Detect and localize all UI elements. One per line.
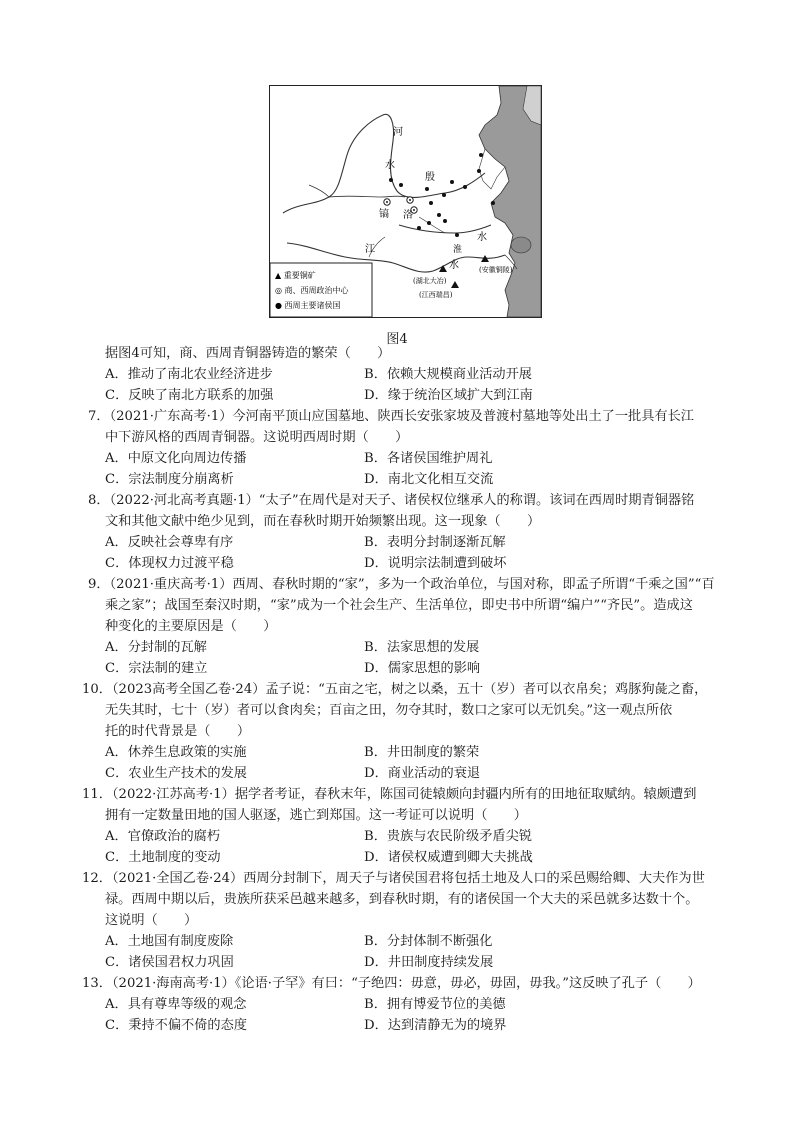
q7-option-c: C．宗法制度分崩离析 (105, 472, 234, 487)
q8-stem-line2: 文和其他文献中绝少见到，而在春秋时期开始频繁出现。这一现象（ ） (105, 514, 541, 529)
q9-stem-line3: 种变化的主要原因是（ ） (105, 619, 277, 634)
q8-option-b: B．表明分封制逐渐瓦解 (364, 535, 506, 550)
q12-stem-line3: 这说明（ ） (105, 913, 198, 928)
q9-option-a: A．分封制的瓦解 (105, 640, 207, 655)
q10-stem-line1: 10．（2023高考全国乙卷·24）孟子说：“五亩之宅，树之以桑，五十（岁）者可以衣帛矣；鸡豚狗彘之畜， (82, 682, 708, 697)
q7-stem-line2: 中下游风格的西周青铜器。这说明西周时期（ ） (105, 430, 409, 445)
label-shui2: 水 (477, 232, 487, 243)
q10-stem-line3: 托的时代背景是（ ） (105, 724, 251, 739)
q13-option-d: D．达到清静无为的境界 (364, 1018, 507, 1033)
q11-option-a: A．官僚政治的腐朽 (105, 829, 221, 844)
q7-option-a: A．中原文化向周边传播 (105, 451, 247, 466)
q8-stem-line1: 8．（2022·河北高考真题·1）“太子”在周代是对天子、诸侯权位继承人的称谓。该词在西周时期青铜器铭 (88, 493, 695, 508)
q13-stem-line1: 13．（2021·海南高考·1）《论语·子罕》有曰：“子绝四：毋意，毋必，毋固，毋我。”这反映了孔子（ ） (82, 976, 701, 991)
q12-stem-line1: 12．（2021·全国乙卷·24）西周分封制下，周天子与诸侯国君将包括土地及人口的采邑赐给卿、大夫作为世 (82, 871, 705, 886)
q11-stem-line1: 11．（2022·江苏高考·1）据学者考证，春秋末年，陈国司徒辕颇向封疆内所有的田地征取赋纳。辕颇遭到 (82, 787, 697, 802)
label-he: 河 (393, 127, 403, 138)
legend-item-center: ◎ 商、西周政治中心 (275, 286, 349, 295)
q6-option-d: D．缘于统治区域扩大到江南 (364, 388, 533, 403)
label-hubei: (湖北大冶) (413, 277, 447, 285)
q6-option-c: C．反映了南北方联系的加强 (105, 388, 274, 403)
q13-option-a: A．具有尊卑等级的观念 (105, 997, 247, 1012)
q12-option-c: C．诸侯国君权力巩固 (105, 955, 234, 970)
lake (511, 237, 531, 253)
map-figure (269, 85, 542, 318)
q12-option-a: A．土地国有制度废除 (105, 934, 234, 949)
figure-caption: 图4 (386, 332, 408, 347)
q10-option-c: C．农业生产技术的发展 (105, 766, 247, 781)
label-anhui: (安徽铜陵) (479, 266, 513, 274)
q10-stem-line2: 无失其时，七十（岁）者可以食肉矣；百亩之田，勿夺其时，数口之家可以无饥矣。”这一观点所依 (105, 703, 673, 718)
label-shui1: 水 (385, 160, 395, 171)
q13-option-c: C．秉持不偏不倚的态度 (105, 1018, 247, 1033)
q12-option-d: D．井田制度持续发展 (364, 955, 494, 970)
label-hao: 镐 (379, 209, 389, 220)
label-yin: 殷 (425, 172, 435, 183)
label-luo: 洛 (403, 210, 413, 221)
label-jiangxi: (江西瑞昌) (419, 291, 453, 299)
label-shui3: 水 (449, 260, 459, 271)
q10-option-a: A．休养生息政策的实施 (105, 745, 247, 760)
q9-option-c: C．宗法制的建立 (105, 661, 208, 676)
q9-option-b: B．法家思想的发展 (364, 640, 480, 655)
q9-stem-line2: 乘之家”；战国至秦汉时期，“家”成为一个社会生产、生活单位，即史书中所谓“编户”“齐民”。造成这 (105, 598, 693, 613)
q11-option-d: D．诸侯权威遭到卿大夫挑战 (364, 850, 533, 865)
q7-option-b: B．各诸侯国维护周礼 (364, 451, 493, 466)
q11-option-b: B．贵族与农民阶级矛盾尖锐 (364, 829, 532, 844)
q9-option-d: D．儒家思想的影响 (364, 661, 481, 676)
q12-option-b: B．分封体制不断强化 (364, 934, 493, 949)
q6-option-b: B．依赖大规模商业活动开展 (364, 367, 532, 382)
q13-option-b: B．拥有博爱节位的美德 (364, 997, 506, 1012)
label-jiang: 江 (365, 244, 375, 255)
q6-stem: 据图4可知，商、西周青铜器铸造的繁荣（ ） (105, 346, 391, 361)
q9-stem-line1: 9．（2021·重庆高考·1）西周、春秋时期的“家”，多为一个政治单位，与国对称，即孟子所谓“千乘之国”“百 (88, 577, 715, 592)
q11-option-c: C．土地制度的变动 (105, 850, 221, 865)
legend-item-mine: ▲ 重要铜矿 (275, 271, 316, 280)
legend-item-vassal: ● 西周主要诸侯国 (275, 301, 341, 310)
q8-option-c: C．体现权力过渡平稳 (105, 556, 234, 571)
q10-option-b: B．井田制度的繁荣 (364, 745, 480, 760)
q12-stem-line2: 禄。西周中期以后，贵族所获采邑越来越多，到春秋时期，有的诸侯国一个大夫的采邑就多达数十个。 (105, 892, 699, 907)
q8-option-a: A．反映社会尊卑有序 (105, 535, 234, 550)
label-huai: 淮 (453, 245, 463, 255)
map-svg (269, 85, 542, 318)
q11-stem-line2: 拥有一定数量田地的国人驱逐，逃亡到郑国。这一考证可以说明（ ） (105, 808, 527, 823)
q10-option-d: D．商业活动的衰退 (364, 766, 481, 781)
q8-option-d: D．说明宗法制遭到破坏 (364, 556, 507, 571)
q7-stem-line1: 7．（2021·广东高考·1）今河南平顶山应国墓地、陕西长安张家坡及普渡村墓地等处出土了一批具有长江 (88, 409, 694, 424)
q6-option-a: A．推动了南北农业经济进步 (105, 367, 273, 382)
q7-option-d: D．南北文化相互交流 (364, 472, 494, 487)
